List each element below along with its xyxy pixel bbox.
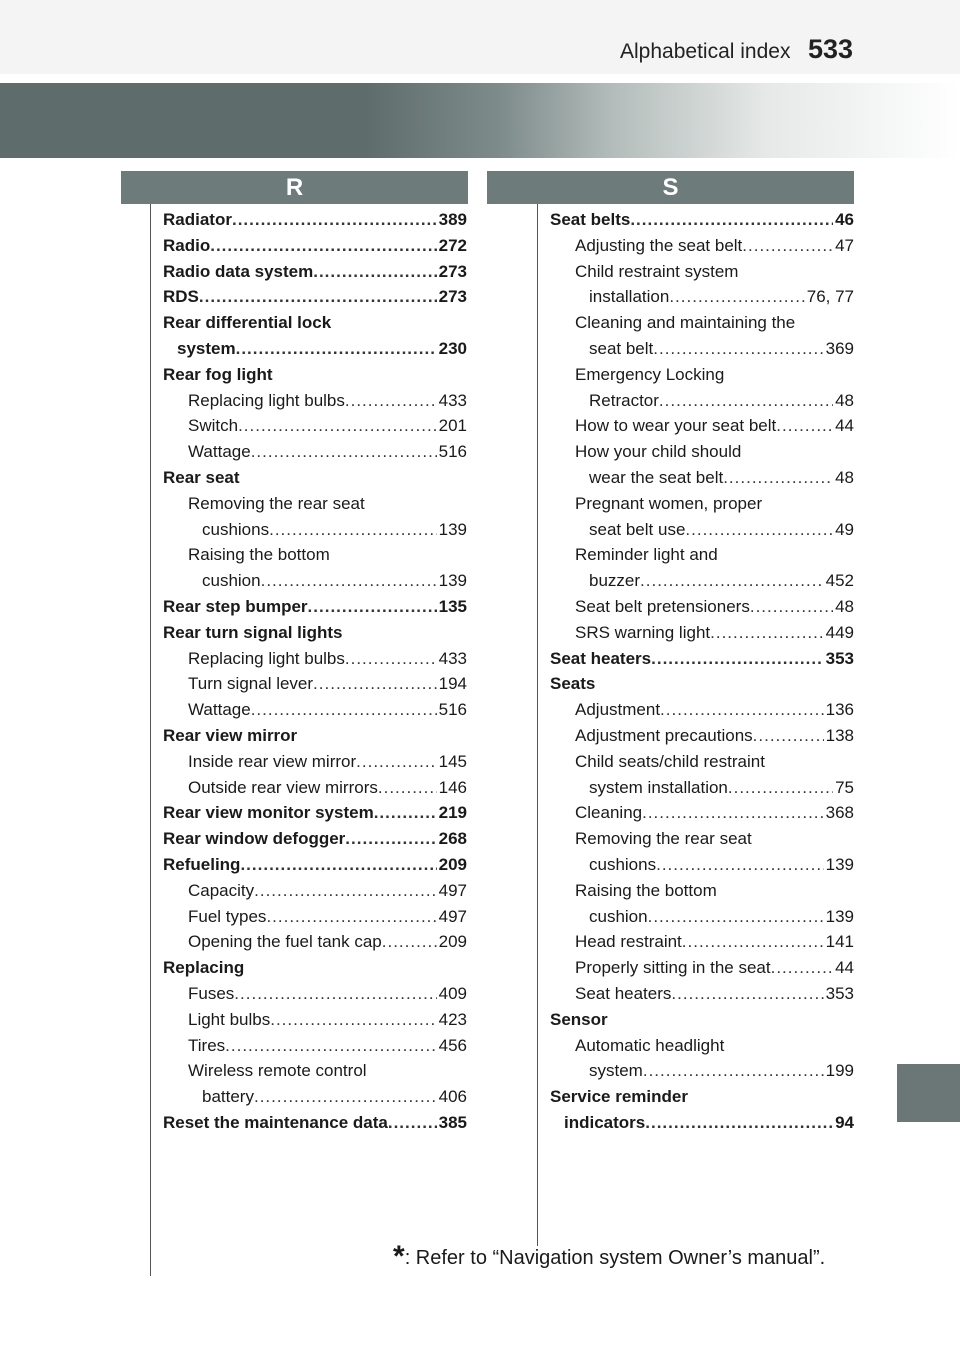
index-entry [550,852,854,878]
index-entry [550,517,854,543]
index-entry [163,439,467,465]
entry-page: 385 [438,1112,467,1132]
entry-page: 75 [835,777,854,797]
entry-term: system [177,338,236,358]
entry-term: Replacing light bulbs [188,648,345,668]
entry-term: Seat belts [550,210,631,229]
index-entry [550,1058,854,1084]
index-entry [550,1007,854,1033]
index-entry [550,1110,854,1136]
entry-page: 49 [835,519,854,539]
letter-heading-s: S [487,171,854,204]
index-entry [550,904,854,930]
dot-leader [640,568,824,594]
dot-leader [651,646,824,672]
index-entry [550,491,854,517]
entry-page: 139 [438,571,467,591]
entry-term: Adjusting the seat belt [575,235,743,255]
index-entry [550,800,854,826]
index-entry [163,336,467,362]
dot-leader [254,878,436,904]
dot-leader [750,594,833,620]
index-entry [163,542,467,568]
index-entry [550,388,854,414]
index-entry [163,1033,467,1059]
index-entry [163,388,467,414]
dot-leader [356,749,436,775]
index-entry [550,929,854,955]
dot-leader [682,929,824,955]
index-entry [163,517,467,543]
index-entry [163,1007,467,1033]
index-entry [550,775,854,801]
column-divider-left [150,204,151,1276]
index-entry [163,697,467,723]
entry-term: Radiator [163,210,232,229]
index-entry [163,362,467,388]
entry-page: 433 [438,648,467,668]
entry-term: Child seats/child restraint [575,751,765,771]
entry-page: 219 [438,803,467,823]
entry-term: How your child should [575,442,742,462]
entry-term: Pregnant women, proper [575,493,763,513]
dot-leader [771,955,833,981]
entry-page: 497 [438,880,467,900]
dot-leader [261,568,437,594]
dot-leader [238,413,437,439]
index-entry [550,336,854,362]
index-column-r [163,207,467,1136]
section-title: Alphabetical index [620,40,791,63]
entry-page: 433 [438,390,467,410]
entry-page: 409 [438,983,467,1003]
entry-page: 94 [835,1112,854,1132]
entry-page: 209 [438,932,467,952]
entry-page: 138 [825,725,854,745]
index-entry [163,233,467,259]
index-entry [163,955,467,981]
index-entry [550,671,854,697]
entry-page: 44 [835,416,854,436]
index-entry [163,800,467,826]
column-divider-middle [537,204,538,1246]
entry-term: Removing the rear seat [575,829,752,849]
page-number: 533 [808,34,854,64]
dot-leader [236,336,437,362]
index-entry [163,465,467,491]
dot-leader [199,284,437,310]
entry-page: 146 [438,777,467,797]
dot-leader [653,336,823,362]
dot-leader [254,1084,437,1110]
index-entry [550,646,854,672]
dot-leader [776,413,833,439]
entry-page: 452 [825,571,854,591]
entry-term: Wattage [188,442,251,462]
dot-leader [234,981,436,1007]
chapter-tab [897,1064,960,1122]
index-column-s [550,207,854,1136]
index-entry [163,904,467,930]
entry-term: Opening the fuel tank cap [188,932,382,952]
entry-page: 230 [438,338,467,358]
index-entry [550,310,854,336]
entry-term: cushions [202,519,270,539]
entry-term: Outside rear view mirrors [188,777,378,797]
dot-leader [225,1033,436,1059]
entry-term: seat belt use [589,519,686,539]
dot-leader [345,646,437,672]
entry-term: Switch [188,416,239,436]
entry-page: 44 [835,958,854,978]
index-entry [550,878,854,904]
index-entry [550,362,854,388]
dot-leader [345,388,437,414]
index-entry [550,594,854,620]
dot-leader [630,207,833,233]
dot-leader [669,284,804,310]
dot-leader [728,775,833,801]
entry-term: Removing the rear seat [188,493,365,513]
dot-leader [685,517,833,543]
entry-page: 389 [438,210,467,229]
dot-leader [659,388,833,414]
entry-page: 273 [438,261,467,281]
index-entry [163,852,467,878]
entry-term: Rear turn signal lights [163,622,343,642]
entry-term: Rear seat [163,467,240,487]
dot-leader [251,697,437,723]
entry-page: 273 [438,287,467,307]
entry-page: 47 [835,235,854,255]
entry-term: Adjustment precautions [575,725,753,745]
dot-leader [648,904,824,930]
entry-term: Wireless remote control [188,1061,367,1081]
index-entry [550,1084,854,1110]
index-entry [163,594,467,620]
entry-page: 139 [825,854,854,874]
entry-page: 135 [438,596,467,616]
entry-page: 199 [825,1061,854,1081]
index-entry [550,723,854,749]
index-entry [163,723,467,749]
index-entry [163,620,467,646]
index-entry [550,542,854,568]
entry-page: 136 [825,700,854,720]
entry-term: Radio data system [163,261,314,281]
entry-term: Refueling [163,854,241,874]
index-entry [163,929,467,955]
entry-page: 497 [438,906,467,926]
index-entry [550,465,854,491]
entry-term: How to wear your seat belt [575,416,777,436]
entry-term: Tires [188,1035,226,1055]
entry-term: system installation [589,777,728,797]
entry-term: Rear window defogger [163,829,346,849]
index-entry [163,749,467,775]
index-entry [163,646,467,672]
entry-page: 145 [438,751,467,771]
footnote [393,1240,825,1274]
entry-page: 423 [438,1009,467,1029]
entry-term: Raising the bottom [188,545,330,565]
entry-page: 456 [438,1035,467,1055]
entry-term: indicators [564,1112,646,1132]
dot-leader [671,981,823,1007]
dot-leader [210,233,436,259]
entry-term: Automatic headlight [575,1035,725,1055]
entry-term: Seat heaters [575,983,672,1003]
entry-page: 201 [438,416,467,436]
entry-term: Child restraint system [575,261,739,281]
index-entry [550,439,854,465]
dot-leader [660,697,824,723]
dot-leader [378,775,437,801]
entry-term: Seats [550,674,596,694]
entry-page: 76, 77 [806,287,854,307]
entry-term: Radio [163,235,211,255]
dot-leader [388,1110,437,1136]
entry-term: Reset the maintenance data [163,1112,388,1132]
index-entry [550,233,854,259]
entry-term: cushion [202,571,261,591]
entry-term: Reminder light and [575,545,718,565]
entry-page: 449 [825,622,854,642]
entry-page: 139 [438,519,467,539]
dot-leader [753,723,824,749]
dot-leader [643,1058,824,1084]
entry-term: Raising the bottom [575,880,717,900]
dot-leader [313,671,437,697]
entry-page: 516 [438,700,467,720]
index-entry [550,284,854,310]
index-entry [163,1084,467,1110]
index-entry [163,981,467,1007]
dot-leader [251,439,437,465]
entry-term: Light bulbs [188,1009,271,1029]
index-entry [550,697,854,723]
index-entry [163,568,467,594]
index-entry [550,413,854,439]
index-entry [550,568,854,594]
entry-term: Fuel types [188,906,267,926]
index-entry [163,878,467,904]
entry-term: system [589,1061,643,1081]
index-entry [550,620,854,646]
entry-term: Replacing [163,958,245,978]
entry-page: 48 [835,390,854,410]
entry-term: wear the seat belt [589,467,724,487]
entry-term: Rear view mirror [163,725,298,745]
index-entry [163,491,467,517]
entry-page: 46 [835,210,854,229]
entry-term: Wattage [188,700,251,720]
entry-term: Rear differential lock [163,313,332,333]
dot-leader [270,1007,436,1033]
index-entry [550,1033,854,1059]
entry-page: 272 [438,235,467,255]
entry-term: Sensor [550,1009,608,1029]
entry-term: Inside rear view mirror [188,751,357,771]
entry-page: 369 [825,338,854,358]
entry-page: 209 [438,854,467,874]
dot-leader [645,1110,833,1136]
index-entry [163,310,467,336]
dot-leader [382,929,437,955]
entry-page: 141 [825,932,854,952]
footnote-text: : Refer to “Navigation system Owner’s manual”. [404,1247,826,1269]
entry-page: 516 [438,442,467,462]
index-entry [163,259,467,285]
index-entry [163,1058,467,1084]
index-entry [550,981,854,1007]
index-entry [163,413,467,439]
dot-leader [266,904,436,930]
index-entry [163,207,467,233]
decorative-band [0,83,960,158]
index-entry [550,955,854,981]
entry-page: 139 [825,906,854,926]
entry-term: Turn signal lever [188,674,314,694]
dot-leader [313,259,436,285]
index-entry [163,826,467,852]
entry-term: cushion [589,906,648,926]
entry-term: Fuses [188,983,235,1003]
index-entry [550,259,854,285]
dot-leader [656,852,824,878]
index-entry [163,284,467,310]
entry-page: 353 [825,983,854,1003]
entry-term: Retractor [589,390,659,410]
entry-term: cushions [589,854,657,874]
entry-term: installation [589,287,670,307]
footnote-star: * [393,1240,405,1273]
entry-term: seat belt [589,338,654,358]
index-entry [163,1110,467,1136]
dot-leader [269,517,437,543]
entry-term: battery [202,1087,254,1107]
dot-leader [308,594,437,620]
entry-term: Emergency Locking [575,364,725,384]
entry-page: 48 [835,596,854,616]
entry-term: RDS [163,287,199,307]
dot-leader [710,620,824,646]
dot-leader [240,852,436,878]
entry-term: Seat belt pretensioners [575,596,750,616]
entry-page: 48 [835,467,854,487]
entry-term: SRS warning light [575,622,711,642]
dot-leader [232,207,437,233]
entry-page: 368 [825,803,854,823]
entry-term: Rear step bumper [163,596,308,616]
entry-term: Service reminder [550,1087,688,1107]
entry-term: Head restraint [575,932,682,952]
letter-heading-r: R [121,171,468,204]
entry-term: Capacity [188,880,255,900]
index-entry [550,826,854,852]
dot-leader [723,465,833,491]
dot-leader [642,800,824,826]
entry-term: Rear fog light [163,364,273,384]
entry-page: 268 [438,829,467,849]
index-entry [163,775,467,801]
entry-term: Properly sitting in the seat [575,958,771,978]
dot-leader [345,826,436,852]
entry-term: Cleaning and maintaining the [575,313,796,333]
dot-leader [742,233,833,259]
entry-page: 194 [438,674,467,694]
dot-leader [374,800,437,826]
entry-page: 406 [438,1087,467,1107]
entry-term: Seat heaters [550,648,652,668]
index-entry [550,207,854,233]
entry-term: Adjustment [575,700,661,720]
entry-term: Rear view monitor system [163,803,374,823]
entry-term: Cleaning [575,803,643,823]
index-entry [550,749,854,775]
entry-page: 353 [825,648,854,668]
entry-term: Replacing light bulbs [188,390,345,410]
entry-term: buzzer [589,571,641,591]
index-entry [163,671,467,697]
